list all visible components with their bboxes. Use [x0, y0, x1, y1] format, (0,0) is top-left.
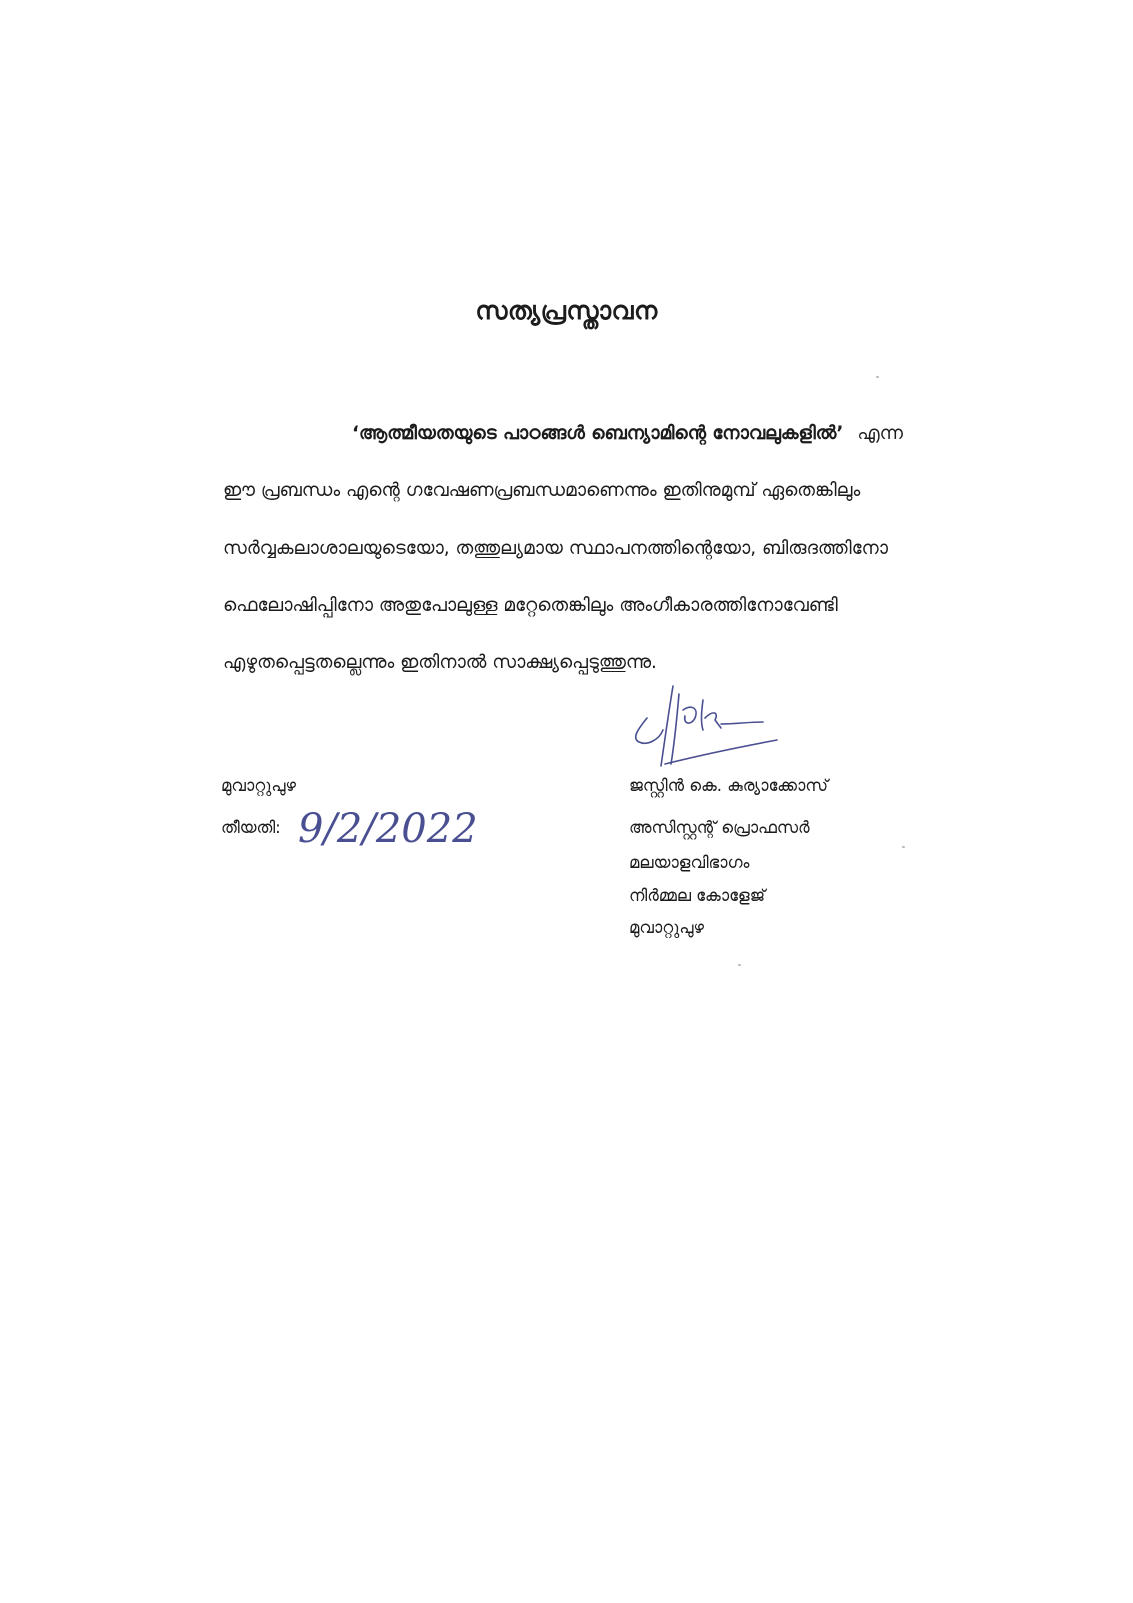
- body-line-2: ഈ പ്രബന്ധം എന്റെ ഗവേഷണപ്രബന്ധമാണെന്നും ഇതിനുമുമ്പ് ഏതെങ്കിലും: [223, 480, 861, 501]
- date-label: തീയതി:: [221, 818, 281, 837]
- signatory-designation: അസിസ്റ്റന്റ് പ്രൊഫസർ: [629, 818, 810, 837]
- signatory-place: മുവാറ്റുപുഴ: [629, 918, 705, 937]
- thesis-title-quote: ‘ആത്മീയതയുടെ പാഠങ്ങൾ ബെന്യാമിന്റെ നോവലുകളിൽ’: [352, 423, 844, 444]
- signature-icon: [625, 680, 785, 780]
- body-line-3: സർവ്വകലാശാലയുടെയോ, തത്തുല്യമായ സ്ഥാപനത്തിന്റെയോ, ബിരുദത്തിനോ: [223, 538, 889, 559]
- signatory-department: മലയാളവിഭാഗം: [629, 853, 750, 872]
- body-line-1: [0, 423, 903, 444]
- body-line-5: എഴുതപ്പെട്ടതല്ലെന്നും ഇതിനാൽ സാക്ഷ്യപ്പെടുത്തുന്നു.: [223, 652, 657, 673]
- scan-speck: [902, 846, 905, 848]
- signatory-college: നിർമ്മല കോളേജ്: [629, 886, 766, 905]
- scan-speck: [876, 376, 879, 378]
- document-title: സത്യപ്രസ്താവന: [475, 296, 658, 325]
- place-label: മുവാറ്റുപുഴ: [221, 776, 297, 795]
- date-row: [221, 806, 521, 856]
- body-line-4: ഫെലോഷിപ്പിനോ അതുപോലുള്ള മറ്റേതെങ്കിലും അംഗീകാരത്തിനോവേണ്ടി: [223, 595, 838, 616]
- signatory-name: ജസ്റ്റിൻ കെ. കുര്യാക്കോസ്: [629, 776, 828, 795]
- handwritten-date-text: 9/2/2022: [298, 806, 478, 852]
- scan-speck: [738, 964, 741, 966]
- handwritten-date: [294, 800, 494, 856]
- body-line-1-suffix: എന്ന: [857, 423, 903, 444]
